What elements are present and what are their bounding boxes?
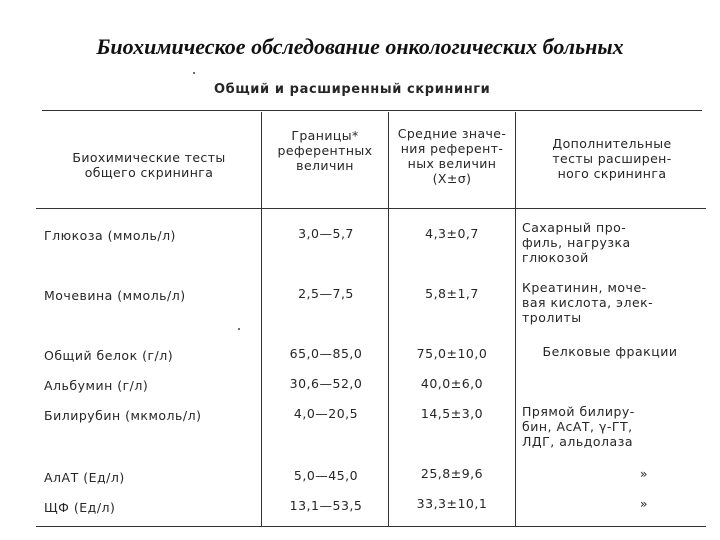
- reference-range: 4,0—20,5: [293, 406, 359, 421]
- test-name: Мочевина (ммоль/л): [44, 288, 186, 303]
- header-extended: Дополнительные тесты расширен- ного скрининга: [552, 136, 672, 181]
- scan-speck: [193, 72, 195, 74]
- column-divider-2: [388, 112, 389, 526]
- header-mean: Средние значе- ния референт- ных величин (X±σ): [397, 126, 507, 186]
- table-bottom-rule: [36, 526, 706, 527]
- column-divider-1: [261, 112, 262, 526]
- extended-tests: Белковые фракции: [542, 344, 678, 359]
- reference-range: 2,5—7,5: [298, 286, 354, 301]
- column-divider-3: [515, 112, 516, 526]
- test-name: ЩФ (Ед/л): [44, 500, 116, 515]
- mean-value: 5,8±1,7: [425, 286, 479, 301]
- test-name: Билирубин (мкмоль/л): [44, 408, 202, 423]
- extended-tests: »: [639, 466, 649, 481]
- reference-range: 3,0—5,7: [298, 226, 354, 241]
- extended-tests: Сахарный про- филь, нагрузка глюкозой: [522, 220, 631, 265]
- extended-tests: Прямой билиру- бин, АсАТ, γ-ГТ, ЛДГ, альдолаза: [522, 404, 635, 449]
- test-name: АлАТ (Ед/л): [44, 470, 125, 485]
- slide-title: Биохимическое обследование онкологических больных: [96, 34, 624, 59]
- table-title: Общий и расширенный скрининги: [214, 82, 491, 97]
- test-name: Альбумин (г/л): [44, 378, 149, 393]
- mean-value: 14,5±3,0: [420, 406, 484, 421]
- header-top-rule: [42, 110, 702, 111]
- reference-range: 30,6—52,0: [289, 376, 363, 391]
- extended-tests: Креатинин, моче- вая кислота, элек- тролиты: [522, 280, 654, 325]
- mean-value: 40,0±6,0: [420, 376, 484, 391]
- test-name: Общий белок (г/л): [44, 348, 174, 363]
- header-bottom-rule: [36, 208, 706, 209]
- header-tests: Биохимические тесты общего скрининга: [72, 150, 226, 180]
- reference-range: 5,0—45,0: [293, 468, 359, 483]
- scan-speck: [238, 328, 240, 330]
- header-reference: Границы* референтных величин: [277, 128, 373, 173]
- mean-value: 4,3±0,7: [425, 226, 479, 241]
- extended-tests: »: [639, 496, 649, 511]
- reference-range: 65,0—85,0: [289, 346, 363, 361]
- mean-value: 75,0±10,0: [416, 346, 488, 361]
- mean-value: 33,3±10,1: [416, 496, 488, 511]
- reference-range: 13,1—53,5: [289, 498, 363, 513]
- mean-value: 25,8±9,6: [420, 466, 484, 481]
- scanned-table: [36, 76, 706, 538]
- test-name: Глюкоза (ммоль/л): [44, 228, 176, 243]
